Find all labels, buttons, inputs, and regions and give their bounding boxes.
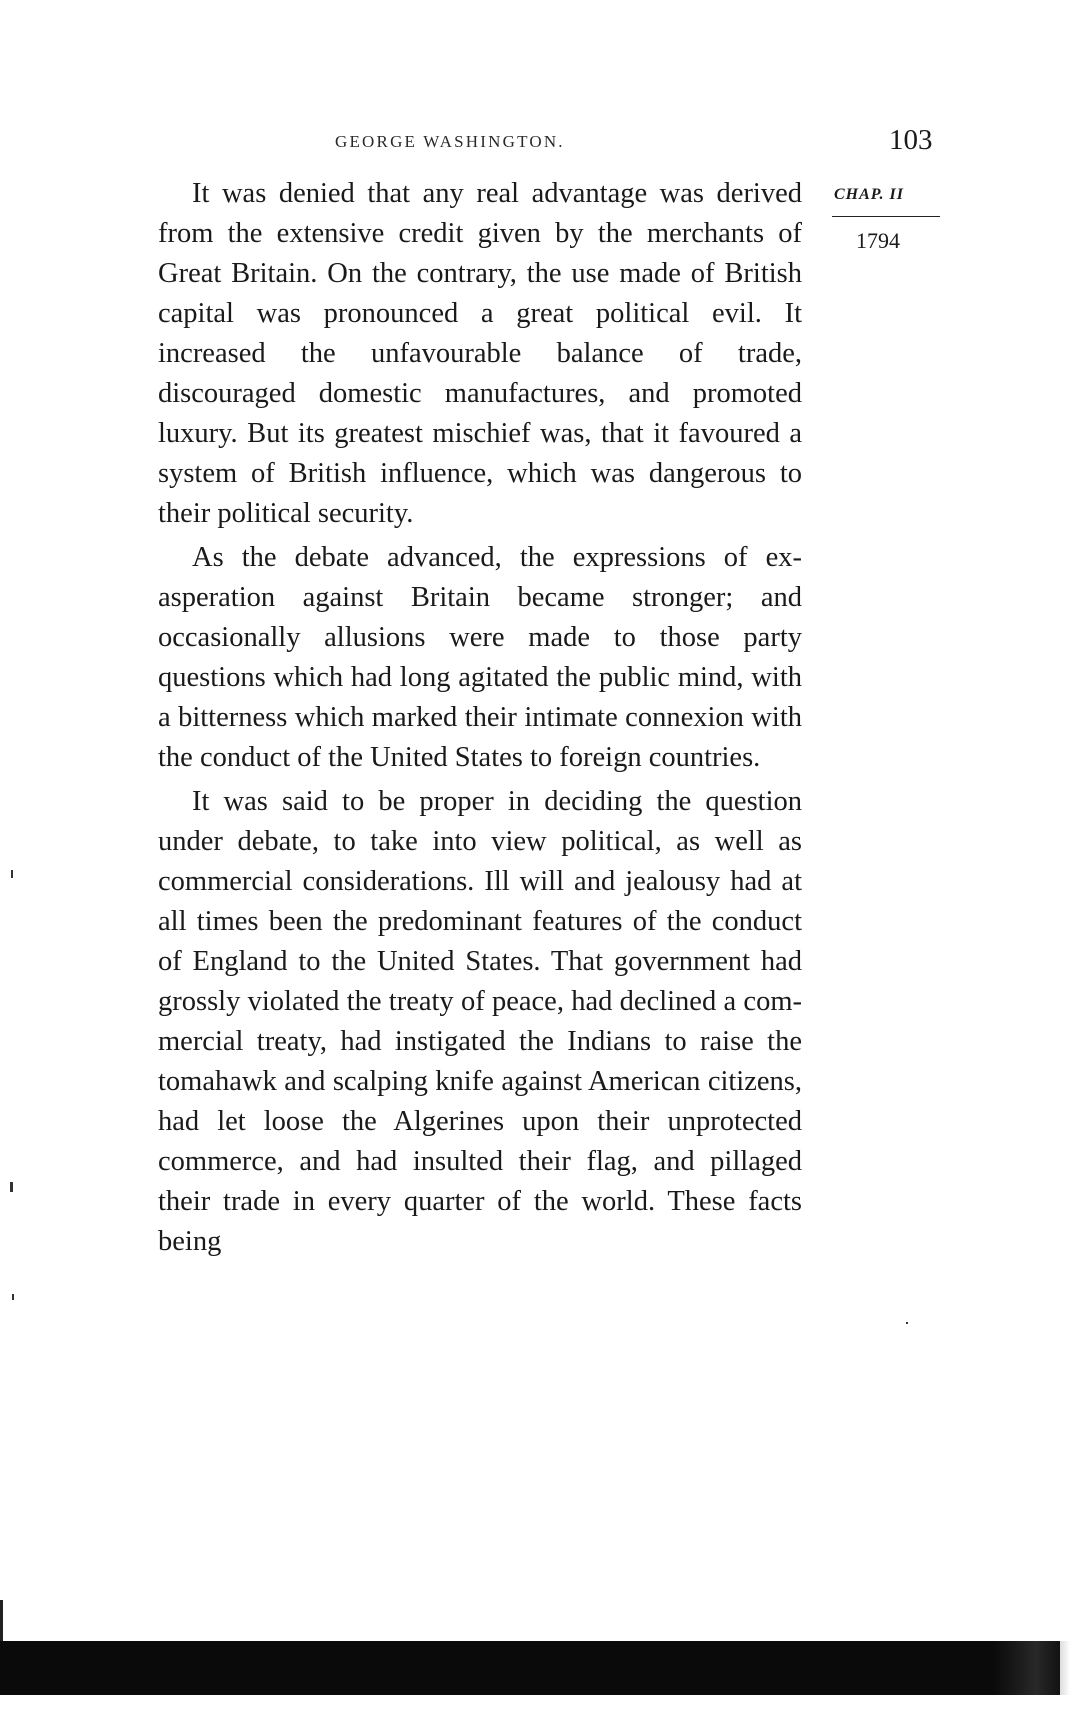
scan-speck bbox=[11, 870, 13, 878]
page-number: 103 bbox=[889, 124, 933, 156]
margin-chapter-note: CHAP. II bbox=[834, 186, 904, 203]
paragraph: As the debate advanced, the expressions of exasperation against Britain became stronger; and occasionally allusions were made to those party questions which had long agitated the public mind, with a bitterness which marked their intimate connexion with the conduct of the United States to foreign countries. bbox=[158, 542, 802, 773]
scan-speck bbox=[12, 1294, 14, 1300]
scan-edge-mark bbox=[0, 1600, 3, 1642]
scan-bottom-edge-fade bbox=[900, 1641, 1070, 1695]
scan-speck bbox=[906, 1322, 908, 1324]
running-head: GEORGE WASHINGTON. bbox=[335, 132, 565, 151]
body-text bbox=[158, 174, 802, 1262]
paragraph: It was denied that any real advantage was derived from the extensive credit given by the merchants of Great Britain. On the contrary, the use made of British capital was pronounced a great political evil. It increased the unfavourable balance of trade, discouraged domestic manufactures, and promoted luxury. But its greatest mischief was, that it favoured a system of British influence, which was dangerous to their political security. bbox=[158, 178, 802, 529]
margin-rule bbox=[832, 216, 940, 217]
paragraph: It was said to be proper in deciding the question under debate, to take into view political, as well as commercial considerations. Ill will and jealousy had at all times been the predominant features of the conduct of England to the United States. That government had grossly violated the treaty of peace, had declined a commercial treaty, had instigated the Indians to raise the tomahawk and scalping knife against American citizens, had let loose the Algerines upon their unprotected commerce, and had insulted their flag, and pillaged their trade in every quarter of the world. These facts being bbox=[158, 786, 802, 1257]
margin-year-note: 1794 bbox=[856, 228, 900, 253]
scan-speck bbox=[10, 1182, 13, 1192]
